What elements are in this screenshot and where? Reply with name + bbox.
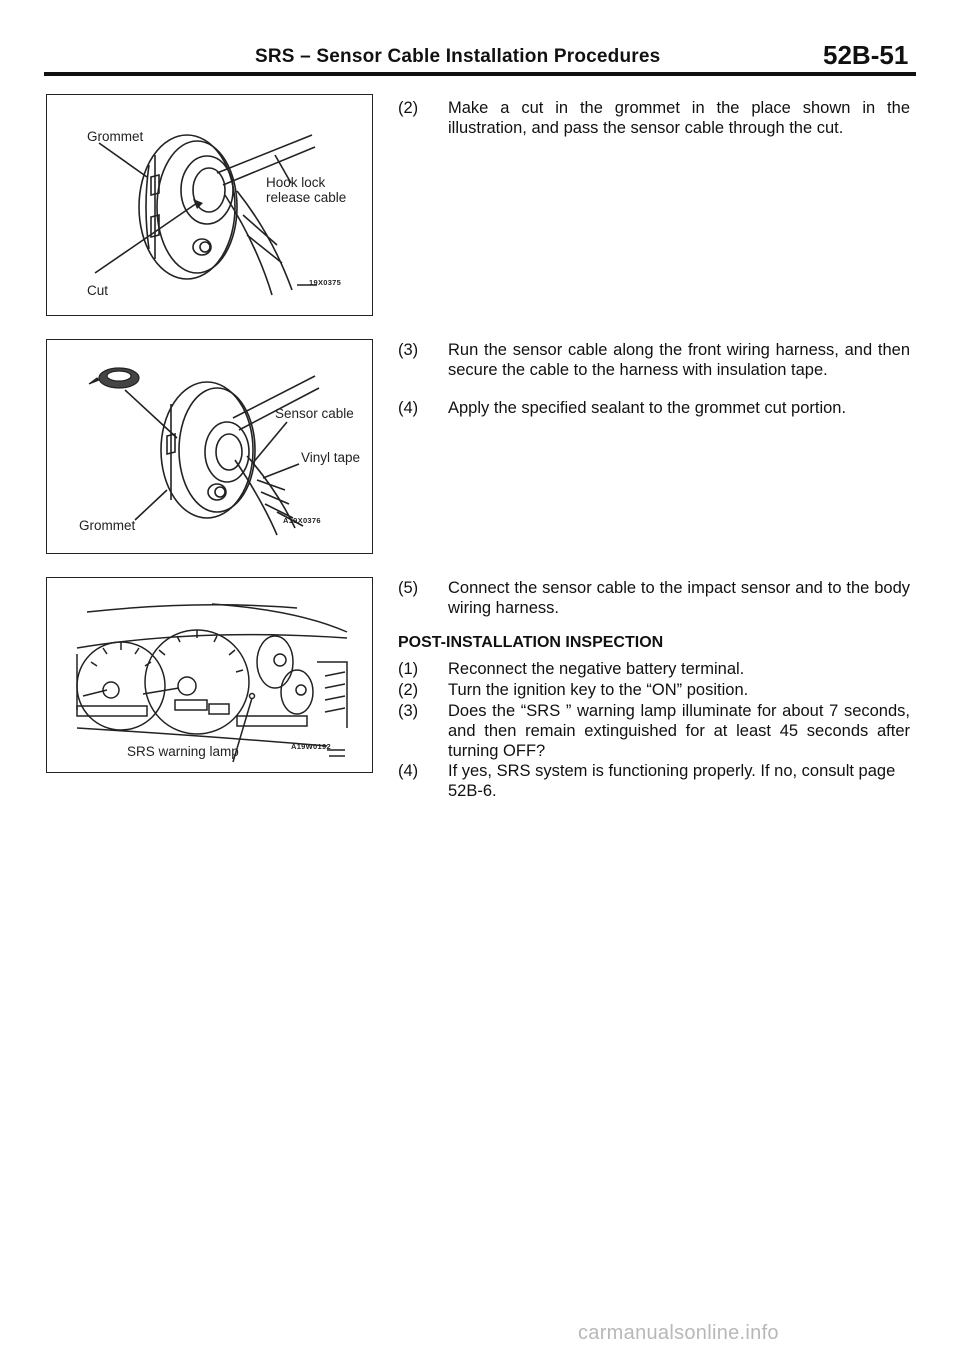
figure-code: A19W0192: [291, 742, 331, 751]
inspection-step-3: [398, 701, 910, 761]
step-text: Turn the ignition key to the “ON” position.: [448, 681, 749, 699]
page-title: SRS – Sensor Cable Installation Procedures: [255, 46, 661, 67]
label-vinyl-tape: Vinyl tape: [301, 450, 361, 465]
label-grommet: Grommet: [87, 129, 144, 144]
step-number: (4): [398, 399, 419, 417]
step-text: Make a cut in the grommet in the place shown in the illustration, and pass the sensor cable through the cut.: [448, 99, 910, 137]
step-text: Reconnect the negative battery terminal.: [448, 660, 745, 678]
label-grommet: Grommet: [79, 518, 136, 533]
figure-code: A19X0376: [283, 516, 321, 525]
inspection-step-4: [398, 761, 910, 801]
header-divider: [44, 72, 916, 76]
step-number: (1): [398, 660, 419, 678]
step-4: [398, 398, 910, 418]
label-sensor-cable: Sensor cable: [275, 406, 354, 421]
step-2: [398, 98, 910, 138]
step-5: [398, 578, 910, 618]
label-release-cable: release cable: [266, 190, 347, 205]
figure-instrument-cluster: [46, 577, 373, 773]
step-text: Apply the specified sealant to the grommet cut portion.: [448, 399, 847, 417]
figure-grommet-cut: [46, 94, 373, 316]
figure-code: 19X0375: [309, 278, 342, 287]
step-number: (3): [398, 341, 419, 359]
figure-sensor-cable-tape: [46, 339, 373, 554]
step-text: If yes, SRS system is functioning properly. If no, consult page 52B-6.: [448, 762, 896, 800]
inspection-step-1: [398, 659, 910, 679]
label-hook-lock: Hook lock: [266, 175, 326, 190]
label-cut: Cut: [87, 283, 109, 298]
label-srs-warning-lamp: SRS warning lamp: [127, 744, 239, 759]
step-3: [398, 340, 910, 380]
inspection-step-2: [398, 680, 910, 700]
section-heading-inspection: POST-INSTALLATION INSPECTION: [398, 634, 664, 651]
step-number: (2): [398, 681, 419, 699]
step-text: Connect the sensor cable to the impact sensor and to the body wiring harness.: [448, 579, 910, 617]
step-number: (2): [398, 99, 419, 117]
step-text: Does the “SRS ” warning lamp illuminate for about 7 seconds, and then remain extinguished for at least 45 seconds after turning OFF?: [448, 702, 910, 760]
step-number: (3): [398, 702, 419, 720]
step-number: (4): [398, 762, 419, 780]
page-number: 52B-51: [823, 40, 909, 70]
step-text: Run the sensor cable along the front wiring harness, and then secure the cable to the harness with insulation tape.: [448, 341, 910, 379]
step-number: (5): [398, 579, 419, 597]
watermark: carmanualsonline.info: [578, 1322, 779, 1344]
